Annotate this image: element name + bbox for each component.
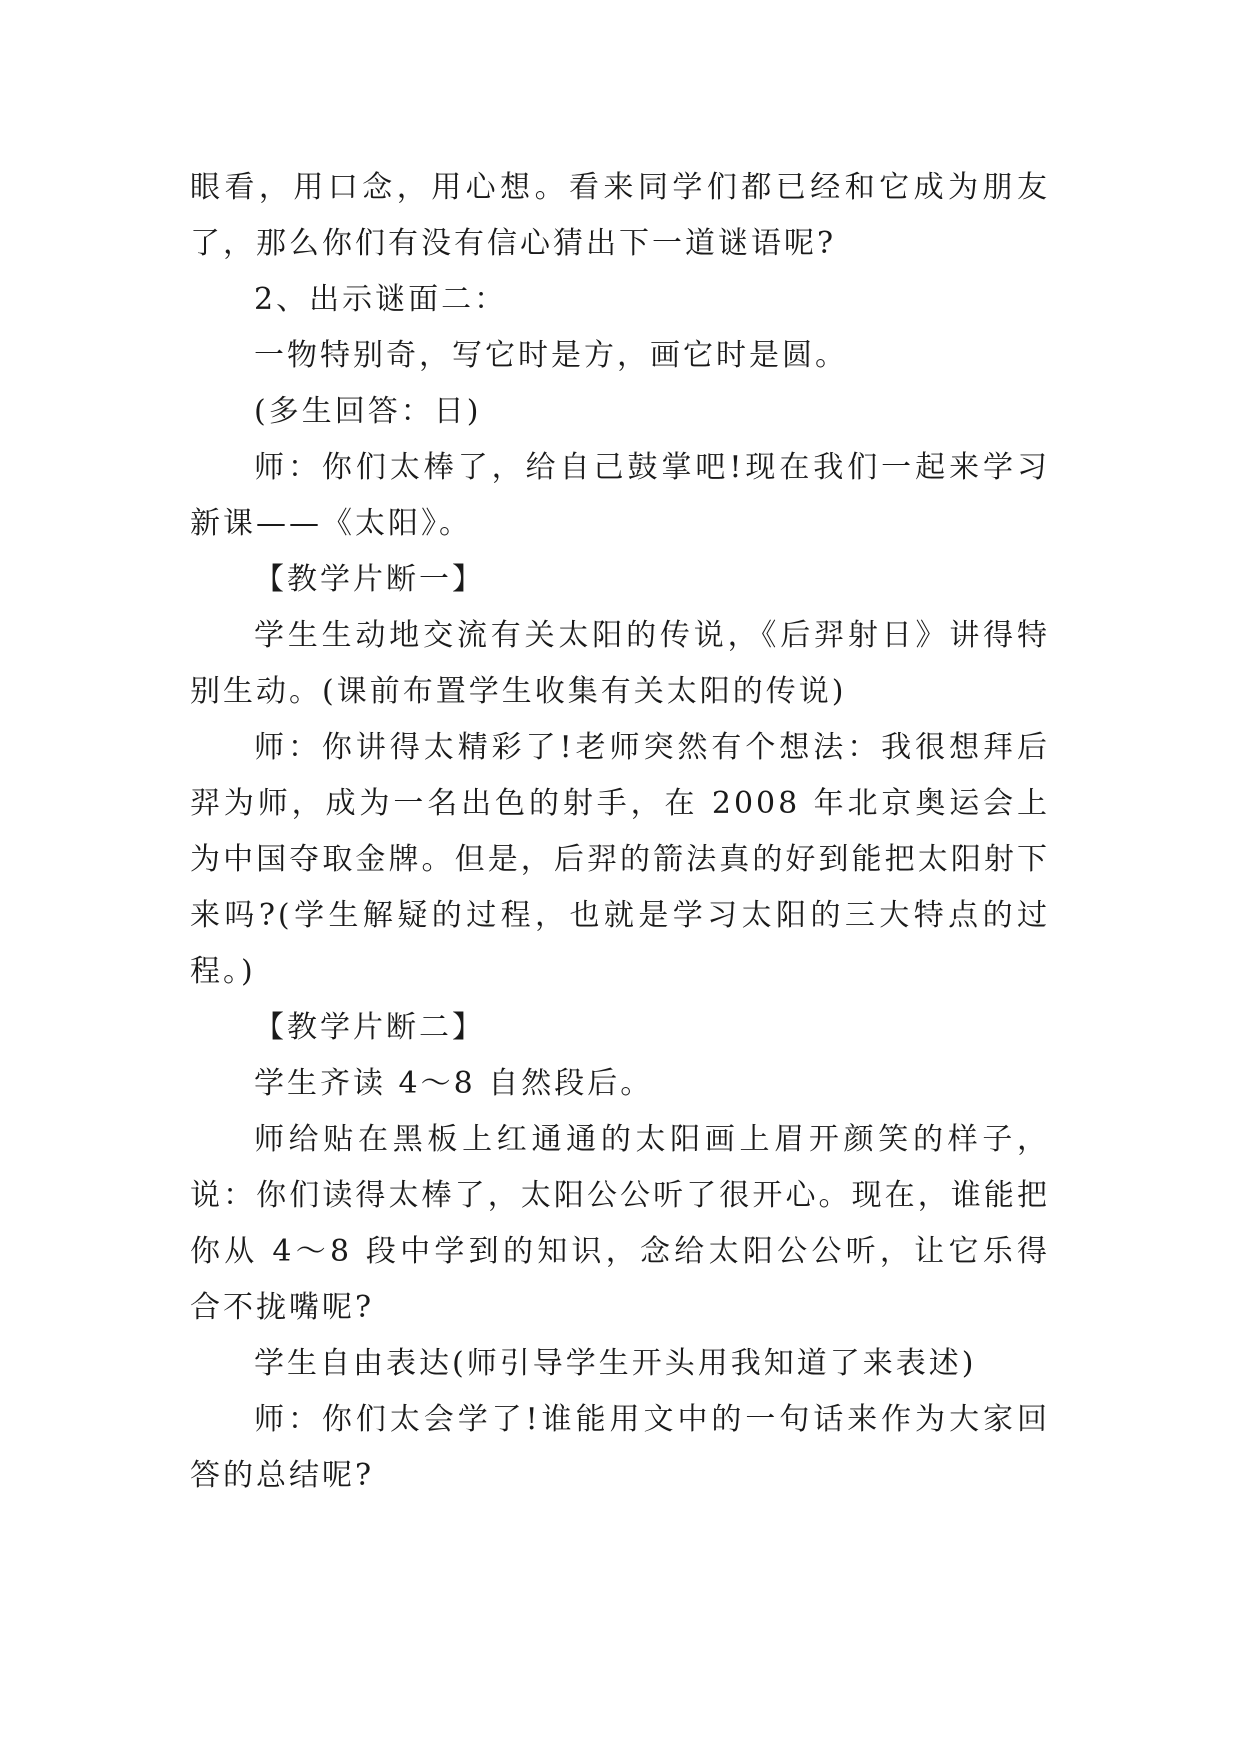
paragraph: 学生齐读 4～8 自然段后。	[254, 1066, 654, 1101]
paragraph: 师给贴在黑板上红通通的太阳画上眉开颜笑的样子，说：你们读得太棒了，太阳公公听了很开心。现在，谁能把你从 4～8 段中学到的知识，念给太阳公公听，让它乐得合不拢嘴呢?	[190, 1122, 1050, 1325]
paragraph: 眼看，用口念，用心想。看来同学们都已经和它成为朋友了，那么你们有没有信心猜出下一道谜语呢?	[190, 170, 1050, 261]
paragraph: 2、出示谜面二：	[254, 282, 508, 317]
paragraph: 师：你们太会学了!谁能用文中的一句话来作为大家回答的总结呢?	[190, 1402, 1050, 1493]
section-heading: 【教学片断一】	[254, 562, 485, 597]
paragraph: 学生生动地交流有关太阳的传说，《后羿射日》讲得特别生动。(课前布置学生收集有关太阳的传说)	[190, 618, 1050, 709]
paragraph: 师：你讲得太精彩了!老师突然有个想法：我很想拜后羿为师，成为一名出色的射手，在 2008 年北京奥运会上为中国夺取金牌。但是，后羿的箭法真的好到能把太阳射下来吗?(学生解疑的过程，也就是学习太阳的三大特点的过程。)	[190, 730, 1050, 989]
riddle-text: 一物特别奇，写它时是方，画它时是圆。	[254, 338, 848, 373]
paragraph: 学生自由表达(师引导学生开头用我知道了来表述)	[254, 1346, 977, 1381]
section-heading: 【教学片断二】	[254, 1010, 485, 1045]
document-page	[190, 160, 1050, 1754]
paragraph: 师：你们太棒了，给自己鼓掌吧!现在我们一起来学习新课——《太阳》。	[190, 450, 1050, 541]
paragraph: (多生回答：日)	[254, 394, 482, 429]
